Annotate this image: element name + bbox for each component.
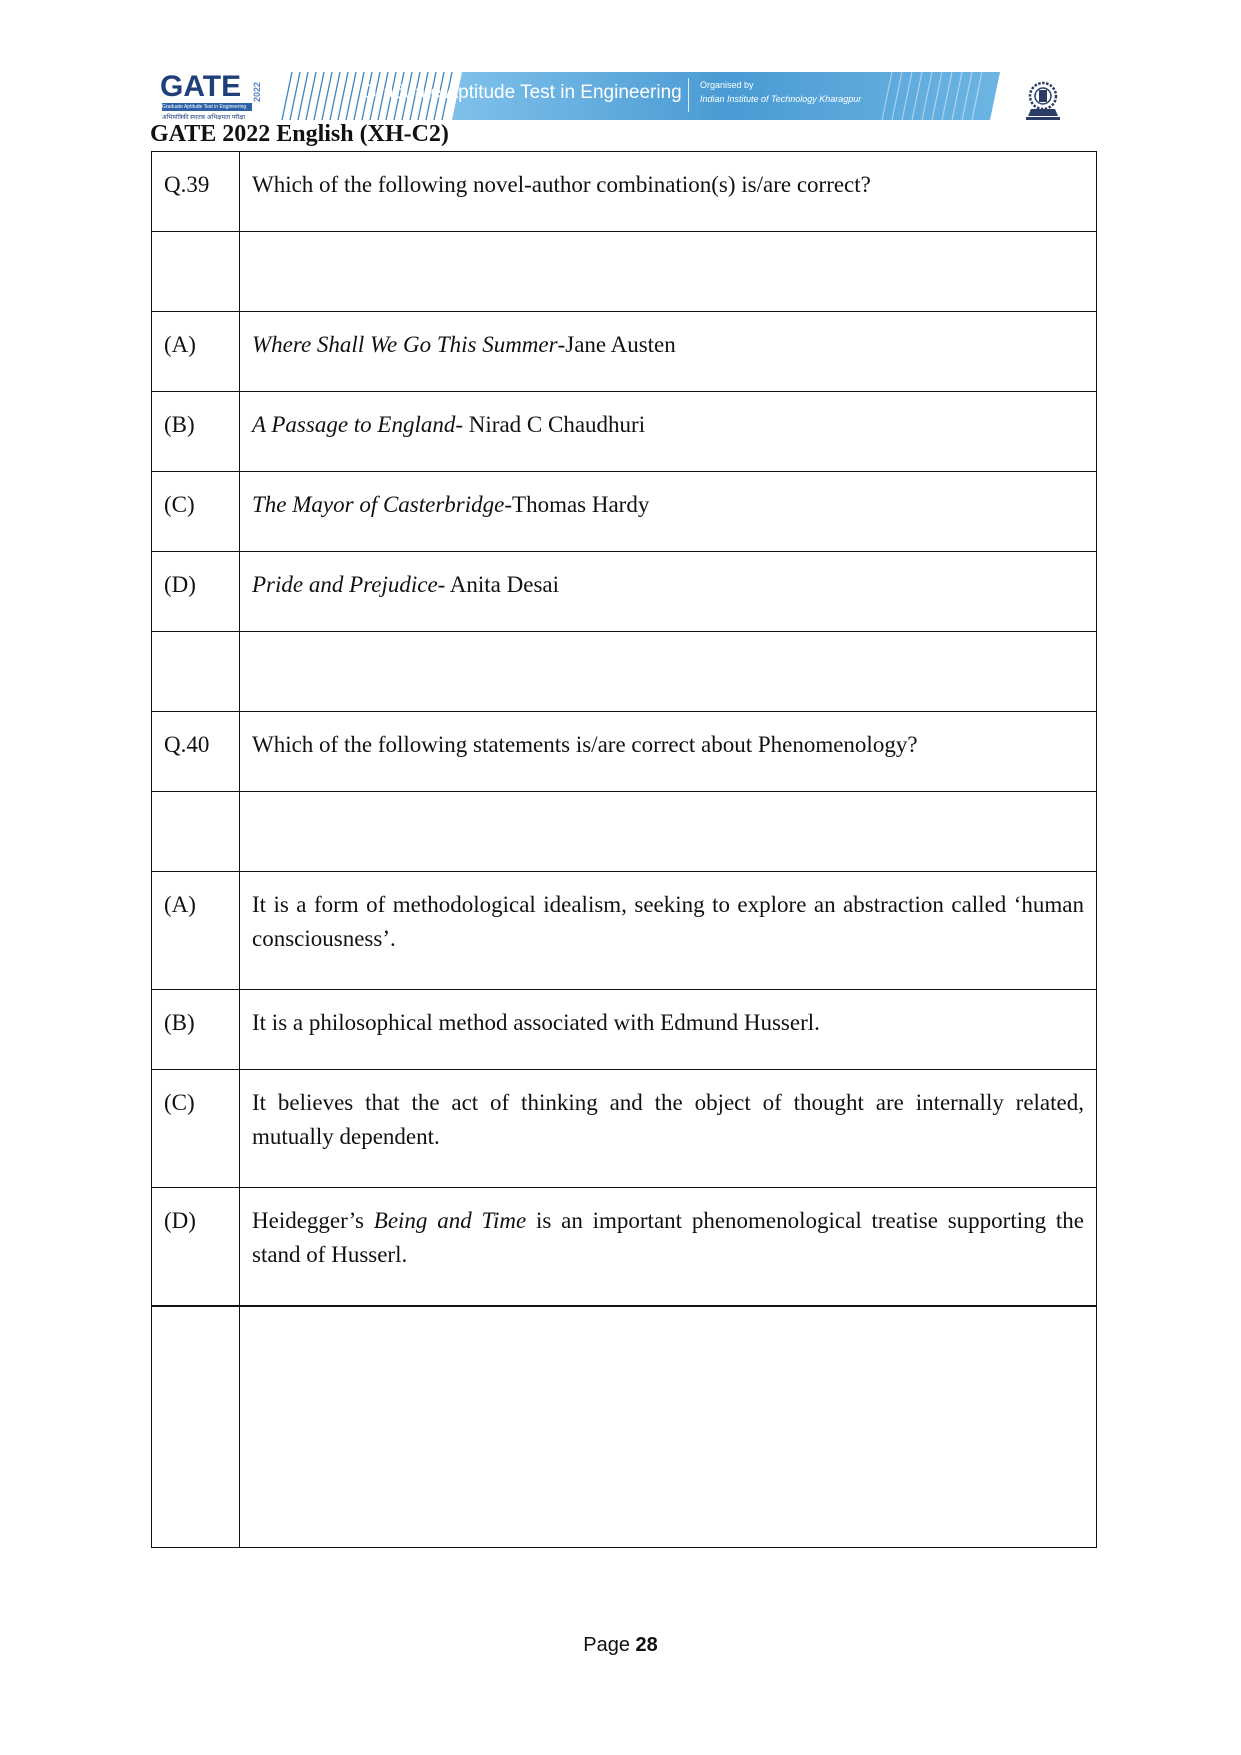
blank-row — [152, 232, 1097, 312]
option-row — [152, 872, 1097, 990]
document-title: GATE 2022 English (XH-C2) — [150, 121, 449, 147]
option-label: (C) — [152, 472, 240, 552]
option-text: It is a philosophical method associated with Edmund Husserl. — [240, 990, 1097, 1070]
question-number: Q.40 — [152, 712, 240, 792]
gate-logo-year: 2022 — [252, 81, 262, 102]
option-text — [240, 392, 1097, 472]
option-label: (B) — [152, 990, 240, 1070]
option-row — [152, 990, 1097, 1070]
option-row — [152, 392, 1097, 472]
option-text-post: is an important phenomenological treatise supporting the stand of Husserl. — [252, 1208, 1084, 1267]
banner-divider — [688, 78, 689, 112]
question-text: Which of the following novel-author combination(s) is/are correct? — [240, 152, 1097, 232]
question-text: Which of the following statements is/are correct about Phenomenology? — [240, 712, 1097, 792]
question-table — [151, 151, 1097, 1548]
page-header — [150, 70, 1080, 125]
option-label: (D) — [152, 1188, 240, 1306]
organised-by-label: Organised by — [700, 80, 754, 90]
gate-logo-hindi-subtitle: अभियांत्रिकी स्नातक अभिक्षमता परीक्षा — [162, 115, 246, 121]
novel-author: - Nirad C Chaudhuri — [455, 412, 646, 437]
option-label: (A) — [152, 872, 240, 990]
option-label: (D) — [152, 552, 240, 632]
question-row — [152, 152, 1097, 232]
gate-logo-subtitle: Graduate Aptitude Test in Engineering — [162, 103, 252, 111]
option-row — [152, 1188, 1097, 1306]
option-label: (A) — [152, 312, 240, 392]
organiser-name: Indian Institute of Technology Kharagpur — [700, 94, 862, 104]
book-title: Being and Time — [373, 1208, 527, 1233]
blank-row — [152, 792, 1097, 872]
option-text: It believes that the act of thinking and the object of thought are internally related, mutually dependent. — [240, 1070, 1097, 1188]
option-row — [152, 552, 1097, 632]
option-text — [240, 552, 1097, 632]
blank-row — [152, 632, 1097, 712]
page-label: Page — [583, 1634, 630, 1656]
novel-author: -Jane Austen — [557, 332, 676, 357]
option-text — [240, 312, 1097, 392]
novel-title: Where Shall We Go This Summer — [252, 332, 558, 357]
question-number: Q.39 — [152, 152, 240, 232]
option-text — [240, 472, 1097, 552]
gate-logo — [160, 70, 270, 122]
page-number — [0, 1634, 1241, 1657]
gate-logo-word: GATE — [160, 70, 242, 103]
novel-title: A Passage to England — [252, 412, 456, 437]
novel-author: - Anita Desai — [437, 572, 560, 597]
option-row — [152, 312, 1097, 392]
iit-kharagpur-emblem-icon — [1020, 76, 1066, 122]
option-text — [240, 1188, 1097, 1306]
novel-title: The Mayor of Casterbridge — [252, 492, 505, 517]
page-number-value: 28 — [635, 1634, 658, 1656]
option-text: It is a form of methodological idealism, seeking to explore an abstraction called ‘human consciousness’. — [240, 872, 1097, 990]
novel-author: -Thomas Hardy — [504, 492, 650, 517]
blank-row — [152, 1306, 1097, 1548]
question-row — [152, 712, 1097, 792]
option-row — [152, 472, 1097, 552]
novel-title: Pride and Prejudice — [252, 572, 438, 597]
option-text-pre: Heidegger’s — [252, 1208, 374, 1233]
option-label: (B) — [152, 392, 240, 472]
option-label: (C) — [152, 1070, 240, 1188]
option-row — [152, 1070, 1097, 1188]
banner-title: Graduate Aptitude Test in Engineering — [362, 82, 682, 103]
